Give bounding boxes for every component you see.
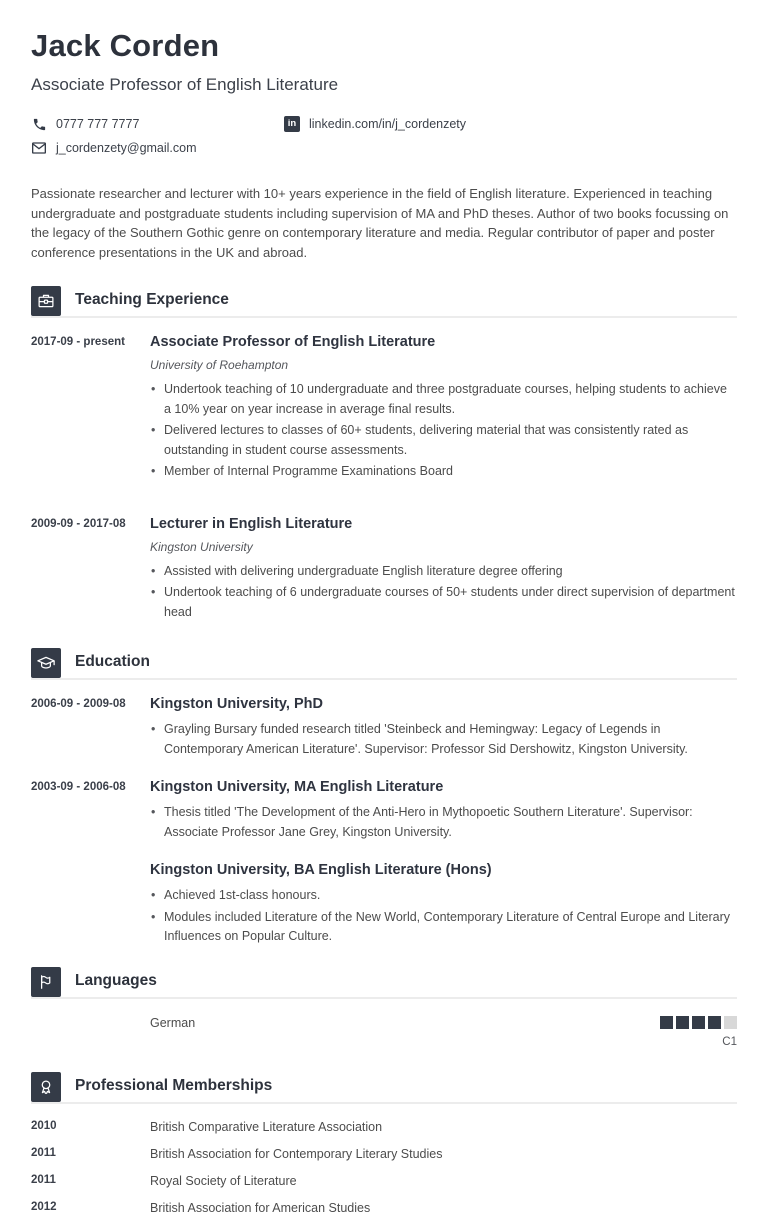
entry-body xyxy=(150,334,737,484)
membership-year: 2010 xyxy=(31,1119,57,1132)
entry-body xyxy=(150,862,737,949)
contact-phone xyxy=(31,116,284,132)
entry-date: 2003-09 - 2006-08 xyxy=(31,781,126,793)
graduation-cap-icon xyxy=(31,648,61,678)
membership-organization: British Association for American Studies xyxy=(150,1200,371,1215)
entry-body xyxy=(150,696,737,761)
entry-bullets xyxy=(150,886,737,947)
entry-bullets xyxy=(150,720,737,759)
entry-degree: Kingston University, BA English Literature (Hons) xyxy=(150,862,492,878)
section-header-memberships xyxy=(31,1072,737,1104)
membership-year: 2011 xyxy=(31,1146,56,1159)
contact-block xyxy=(31,112,737,160)
entry-bullets xyxy=(150,380,737,482)
entry-degree: Kingston University, PhD xyxy=(150,696,323,712)
rating-square xyxy=(692,1016,705,1029)
section-header-education xyxy=(31,648,737,680)
bullet-item: • Undertook teaching of 6 undergraduate courses of 50+ students under direct supervision of department head xyxy=(150,583,737,622)
education-entry xyxy=(31,779,737,844)
section-header-experience xyxy=(31,286,737,318)
person-job-title: Associate Professor of English Literature xyxy=(31,75,339,94)
entry-bullets xyxy=(150,803,737,842)
membership-organization: British Association for Contemporary Literary Studies xyxy=(150,1146,443,1161)
bullet-item: • Undertook teaching of 10 undergraduate and three postgraduate courses, helping students to achieve a 10% year on year increase in average final results. xyxy=(150,380,737,419)
contact-linkedin-text: linkedin.com/in/j_cordenzety xyxy=(309,117,467,131)
person-name: Jack Corden xyxy=(31,28,220,63)
experience-entry xyxy=(31,334,737,484)
entry-date xyxy=(31,862,150,949)
entry-organization: Kingston University xyxy=(150,539,253,554)
entry-bullets xyxy=(150,562,737,623)
membership-row xyxy=(31,1120,737,1134)
rating-square xyxy=(676,1016,689,1029)
membership-year: 2012 xyxy=(31,1200,57,1213)
rating-square xyxy=(724,1016,737,1029)
linkedin-icon: in xyxy=(284,116,300,132)
bullet-item: • Member of Internal Programme Examinations Board xyxy=(150,462,737,482)
education-entry xyxy=(31,862,737,949)
bullet-item: • Achieved 1st-class honours. xyxy=(150,886,737,906)
section-title-languages: Languages xyxy=(75,971,157,989)
entry-organization: University of Roehampton xyxy=(150,358,289,372)
contact-email xyxy=(31,140,284,156)
contact-email-text: j_cordenzety@gmail.com xyxy=(56,141,197,155)
email-icon xyxy=(31,140,47,156)
resume-header xyxy=(31,28,737,160)
contact-linkedin xyxy=(284,116,737,132)
rating-square xyxy=(660,1016,673,1029)
section-title-memberships: Professional Memberships xyxy=(75,1076,273,1094)
experience-entry xyxy=(31,516,737,625)
section-title-education: Education xyxy=(75,653,150,670)
award-ribbon-icon xyxy=(31,1072,61,1102)
bullet-item: • Modules included Literature of the New World, Contemporary Literature of Central Europe and Literary Influences on Popular Culture. xyxy=(150,908,737,947)
language-level: C1 xyxy=(722,1035,737,1048)
entry-date: 2006-09 - 2009-08 xyxy=(31,698,126,710)
language-name: German xyxy=(150,1015,196,1030)
language-list xyxy=(31,999,737,1052)
education-entries xyxy=(31,680,737,949)
flag-icon xyxy=(31,967,61,997)
education-entry xyxy=(31,696,737,761)
briefcase-icon xyxy=(31,286,61,316)
entry-body xyxy=(150,779,737,844)
contact-phone-text: 0777 777 7777 xyxy=(56,117,140,131)
phone-icon xyxy=(31,116,47,132)
membership-organization: Royal Society of Literature xyxy=(150,1173,297,1188)
language-rating xyxy=(660,1016,737,1029)
entry-degree: Kingston University, MA English Literature xyxy=(150,779,444,795)
entry-date: 2017-09 - present xyxy=(31,336,125,348)
membership-row xyxy=(31,1174,737,1188)
profile-summary: Passionate researcher and lecturer with 10+ years experience in the field of English literature. Experienced in teaching undergraduate and postgraduate students including supervision of MA and PhD theses. Author of two books focussing on the legacy of the Southern Gothic genre on contemporary literature and media. Regular contributor of paper and poster conference presentations in the UK and abroad. xyxy=(31,186,729,260)
entry-role: Lecturer in English Literature xyxy=(150,515,353,532)
language-row xyxy=(31,1016,737,1030)
entry-body xyxy=(150,516,737,625)
membership-year: 2011 xyxy=(31,1173,56,1186)
entry-role: Associate Professor of English Literature xyxy=(150,334,436,350)
membership-list xyxy=(31,1104,737,1215)
bullet-item: • Thesis titled 'The Development of the Anti-Hero in Mythopoetic Southern Literature'. Supervisor: Associate Professor Jane Grey, Kingston University. xyxy=(150,803,737,842)
membership-row xyxy=(31,1147,737,1161)
experience-entries xyxy=(31,318,737,624)
bullet-item: • Delivered lectures to classes of 60+ students, delivering material that was consistently rated as outstanding in student course assessments. xyxy=(150,421,737,460)
bullet-item: • Grayling Bursary funded research titled 'Steinbeck and Hemingway: Legacy of Legends in Contemporary American Literature'. Supervisor: Professor Sid Dershowitz, Kingston University. xyxy=(150,720,737,759)
section-header-languages xyxy=(31,967,737,999)
entry-date: 2009-09 - 2017-08 xyxy=(31,517,126,530)
membership-organization: British Comparative Literature Association xyxy=(150,1119,383,1134)
membership-row xyxy=(31,1201,737,1215)
section-title-experience: Teaching Experience xyxy=(75,291,229,308)
rating-square xyxy=(708,1016,721,1029)
bullet-item: • Assisted with delivering undergraduate English literature degree offering xyxy=(150,562,737,582)
